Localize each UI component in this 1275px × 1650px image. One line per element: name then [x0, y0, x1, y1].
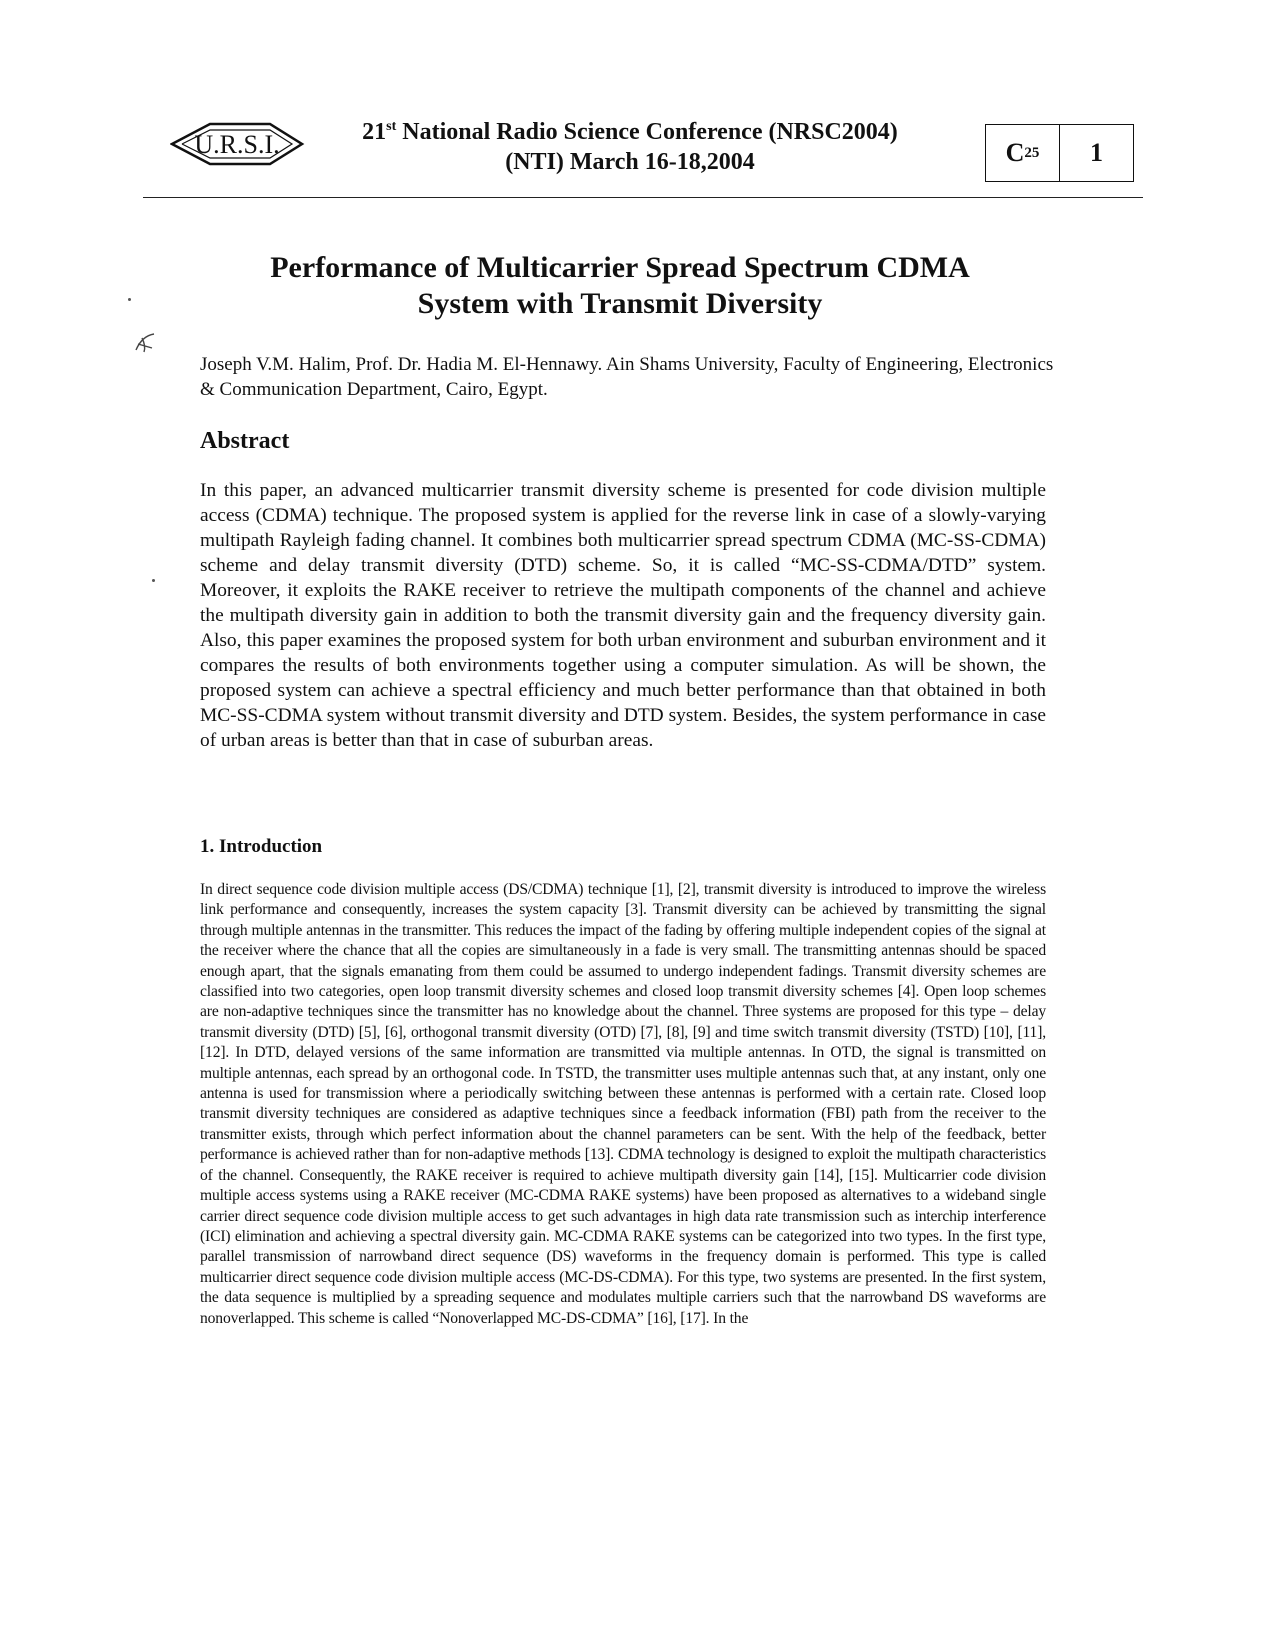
abstract-text: In this paper, an advanced multicarrier transmit diversity scheme is presented for code division multiple access (CDMA) technique. The proposed system is applied for the reverse link in case of a slowly-varying multipath Rayleigh fading channel. It combines both multicarrier spread spectrum CDMA (MC-SS-CDMA) scheme and delay transmit diversity (DTD) scheme. So, it is called “MC-SS-CDMA/DTD” system. Moreover, it exploits the RAKE receiver to retrieve the multipath components of the channel and achieve the multipath diversity gain in addition to both the transmit diversity gain and the frequency diversity gain. Also, this paper examines the proposed system for both urban environment and suburban environment and it compares the results of both environments together using a computer simulation. As will be shown, the proposed system can achieve a spectral efficiency and much better performance than that obtained in both MC-SS-CDMA system without transmit diversity and DTD system. Besides, the system performance in case of urban areas is better than that in case of suburban areas.: [200, 480, 1046, 751]
scan-speck: [152, 579, 155, 582]
abstract-heading: Abstract: [200, 428, 290, 454]
margin-mark: [132, 330, 160, 354]
logo-text: U.R.S.I.: [194, 130, 280, 159]
conference-line-1: 21st National Radio Science Conference (NRSC2004): [362, 119, 898, 145]
introduction-text: In direct sequence code division multiple access (DS/CDMA) technique [1], [2], transmit diversity is introduced to improve the wireless link performance and consequently, increases the system capacity [3]. Transmit diversity can be achieved by transmitting the signal through multiple antennas in the transmitter. This reduces the impact of the fading by offering multiple independent copies of the signal at the receiver where the chance that all the copies are simultaneously in a fade is very small. The transmitting antennas should be spaced enough apart, that the signals emanating from them could be assumed to undergo independent fadings. Transmit diversity schemes are classified into two categories, open loop transmit diversity schemes and closed loop transmit diversity schemes [4]. Open loop schemes are non-adaptive techniques since the transmitter has no knowledge about the channel. Three systems are proposed for this type – delay transmit diversity (DTD) [5], [6], orthogonal transmit diversity (OTD) [7], [8], [9] and time switch transmit diversity (TSTD) [10], [11], [12]. In DTD, delayed versions of the same information are transmitted via multiple antennas. In OTD, the signal is transmitted on multiple antennas, each spread by an orthogonal code. In TSTD, the transmitter uses multiple antennas such that, at any instant, only one antenna is used for transmission where a periodically switching between these antennas is performed with a certain rate. Closed loop transmit diversity techniques are considered as adaptive techniques since a feedback information (FBI) path from the receiver to the transmitter exists, through which perfect information about the channel parameters can be sent. With the help of the feedback, better performance is achieved rather than for non-adaptive methods [13]. CDMA technology is designed to exploit the multipath characteristics of the channel. Consequently, the RAKE receiver is required to achieve multipath diversity gain [14], [15]. Multicarrier code division multiple access systems using a RAKE receiver (MC-CDMA RAKE systems) have been proposed as alternatives to a wideband single carrier direct sequence code division multiple access to get such advantages in high data rate transmission such as interchip interference (ICI) elimination and achieving a spectral diversity gain. MC-CDMA RAKE systems can be categorized into two types. In the first type, parallel transmission of narrowband direct sequence (DS) waveforms in the frequency domain is performed. This type is called multicarrier direct sequence code division multiple access (MC-DS-CDMA). For this type, two systems are presented. In the first system, the data sequence is multiplied by a spreading sequence and modulates multiple carriers such that the narrowband DS waveforms are nonoverlapped. This scheme is called “Nonoverlapped MC-DS-CDMA” [16], [17]. In the: [200, 881, 1046, 1327]
scan-speck: [128, 298, 131, 301]
page-number: 1: [1059, 125, 1133, 181]
header-rule: [143, 197, 1143, 198]
conference-header: [330, 112, 930, 177]
session-code-box: [985, 124, 1134, 182]
ursi-logo: [170, 118, 305, 170]
authors: Joseph V.M. Halim, Prof. Dr. Hadia M. El-Hennawy. Ain Shams University, Faculty of Engineering, Electronics & Communication Department, Cairo, Egypt.: [200, 354, 1054, 400]
introduction-heading: 1. Introduction: [200, 836, 323, 857]
session-code: C 25: [1005, 138, 1040, 167]
conference-line-2: (NTI) March 16-18,2004: [505, 149, 755, 175]
paper-title: Performance of Multicarrier Spread Spectrum CDMA System with Transmit Diversity: [270, 251, 970, 320]
